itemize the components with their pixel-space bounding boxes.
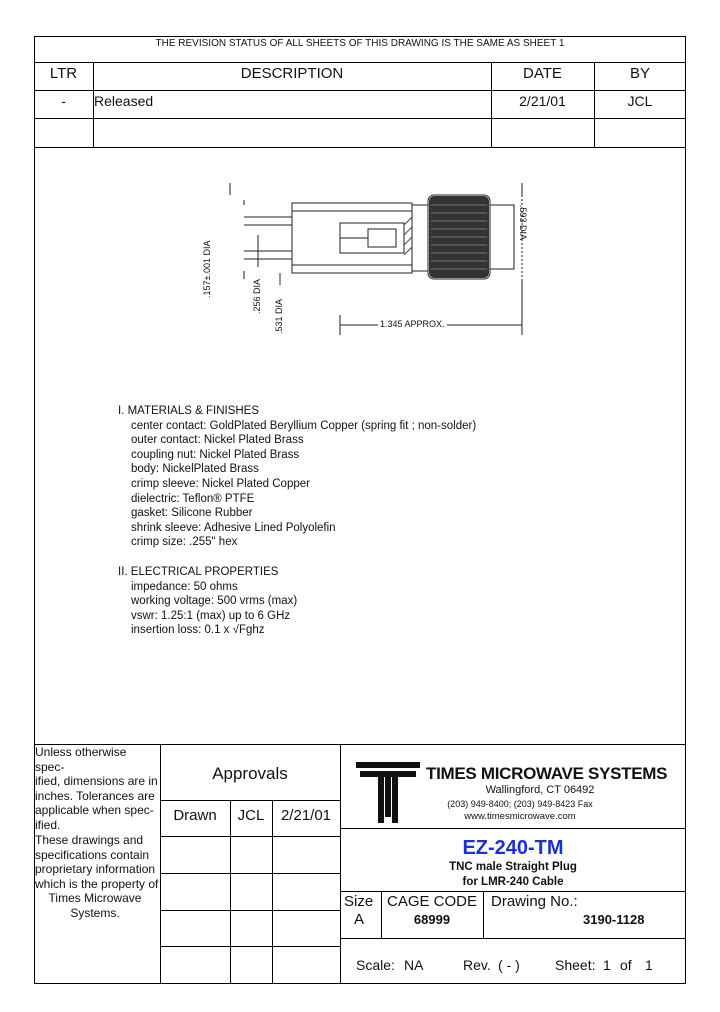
by-header: BY [629, 65, 650, 82]
material-line: center contact: GoldPlated Beryllium Copper (spring fit ; non-solder) [131, 419, 477, 432]
material-line: coupling nut: Nickel Plated Brass [131, 448, 300, 461]
drawing-number-label: Drawing No.: [491, 893, 578, 910]
disclaimer-proprietary: These drawings and specifications contain proprietary information which is the property of Times Microwave Systems. [35, 833, 159, 920]
approvals-label: Approvals [212, 764, 288, 783]
material-line: body: NickelPlated Brass [131, 463, 259, 476]
company-phone: (203) 949-8400; (203) 949-8423 Fax [447, 799, 593, 809]
drawn-by: JCL [237, 807, 265, 824]
knurl-pattern [429, 196, 489, 278]
drawn-label: Drawn [173, 807, 217, 824]
material-line: dielectric: Teflon® PTFE [131, 492, 255, 505]
material-line: crimp sleeve: Nickel Plated Copper [131, 477, 310, 490]
times-microwave-logo [356, 762, 420, 824]
sheet-value: 1 [603, 957, 611, 973]
part-number: EZ-240-TM [462, 837, 564, 859]
scale-value: NA [404, 957, 424, 973]
part-description-1: TNC male Straight Plug [449, 861, 577, 873]
sheet-total: 1 [645, 957, 653, 973]
scale-label: Scale: [356, 957, 395, 973]
cage-code-value: 68999 [413, 912, 451, 927]
drawing-number-value: 3190-1128 [583, 912, 645, 927]
rev-description-cell: Released [94, 93, 154, 109]
dim-nut: .593 DIA [518, 205, 528, 241]
dim-inner: .256 DIA [252, 278, 262, 314]
electrical-line: impedance: 50 ohms [131, 580, 238, 593]
electrical-line: working voltage: 500 vrms (max) [131, 595, 298, 608]
rev-ltr-cell: - [61, 93, 66, 109]
rev-value: ( - ) [498, 957, 520, 973]
dim-outer: .531 DIA [274, 298, 284, 334]
date-header: DATE [523, 65, 562, 82]
description-header: DESCRIPTION [240, 65, 344, 82]
ltr-header: LTR [49, 65, 78, 82]
size-label: Size [344, 893, 374, 910]
rev-label: Rev. [463, 957, 491, 973]
rev-date-cell: 2/21/01 [519, 93, 566, 109]
rev-by-cell: JCL [627, 93, 653, 109]
materials-list [131, 419, 476, 550]
dim-center-contact: .157±.001 DIA [202, 240, 212, 298]
dim-length: 1.345 APPROX. [380, 319, 445, 329]
company-city: Wallingford, CT 06492 [485, 784, 595, 796]
electrical-title: II. ELECTRICAL PROPERTIES [118, 566, 279, 578]
material-line: shrink sleeve: Adhesive Lined Polyolefin [131, 521, 336, 534]
of-label: of [620, 957, 632, 973]
company-name: TIMES MICROWAVE SYSTEMS [426, 764, 668, 783]
sheet-label: Sheet: [555, 957, 596, 973]
size-value: A [354, 911, 365, 928]
disclaimer-tolerances: Unless otherwise spec- ified, dimensions are in inches. Tolerances are applicable when spec- ified. [35, 745, 158, 832]
revision-status-note: THE REVISION STATUS OF ALL SHEETS OF THIS DRAWING IS THE SAME AS SHEET 1 [155, 38, 565, 49]
materials-title: I. MATERIALS & FINISHES [118, 405, 260, 417]
cage-code-label: CAGE CODE [386, 893, 477, 910]
company-web: www.timesmicrowave.com [464, 811, 576, 822]
material-line: crimp size: .255" hex [131, 536, 238, 549]
electrical-list [131, 580, 297, 638]
material-line: outer contact: Nickel Plated Brass [131, 434, 304, 447]
material-line: gasket: Silicone Rubber [131, 507, 253, 520]
drawn-date: 2/21/01 [280, 807, 332, 824]
electrical-line: vswr: 1.25:1 (max) up to 6 GHz [131, 609, 291, 622]
electrical-line: insertion loss: 0.1 x √Fghz [131, 624, 265, 637]
part-description-2: for LMR-240 Cable [462, 876, 564, 888]
